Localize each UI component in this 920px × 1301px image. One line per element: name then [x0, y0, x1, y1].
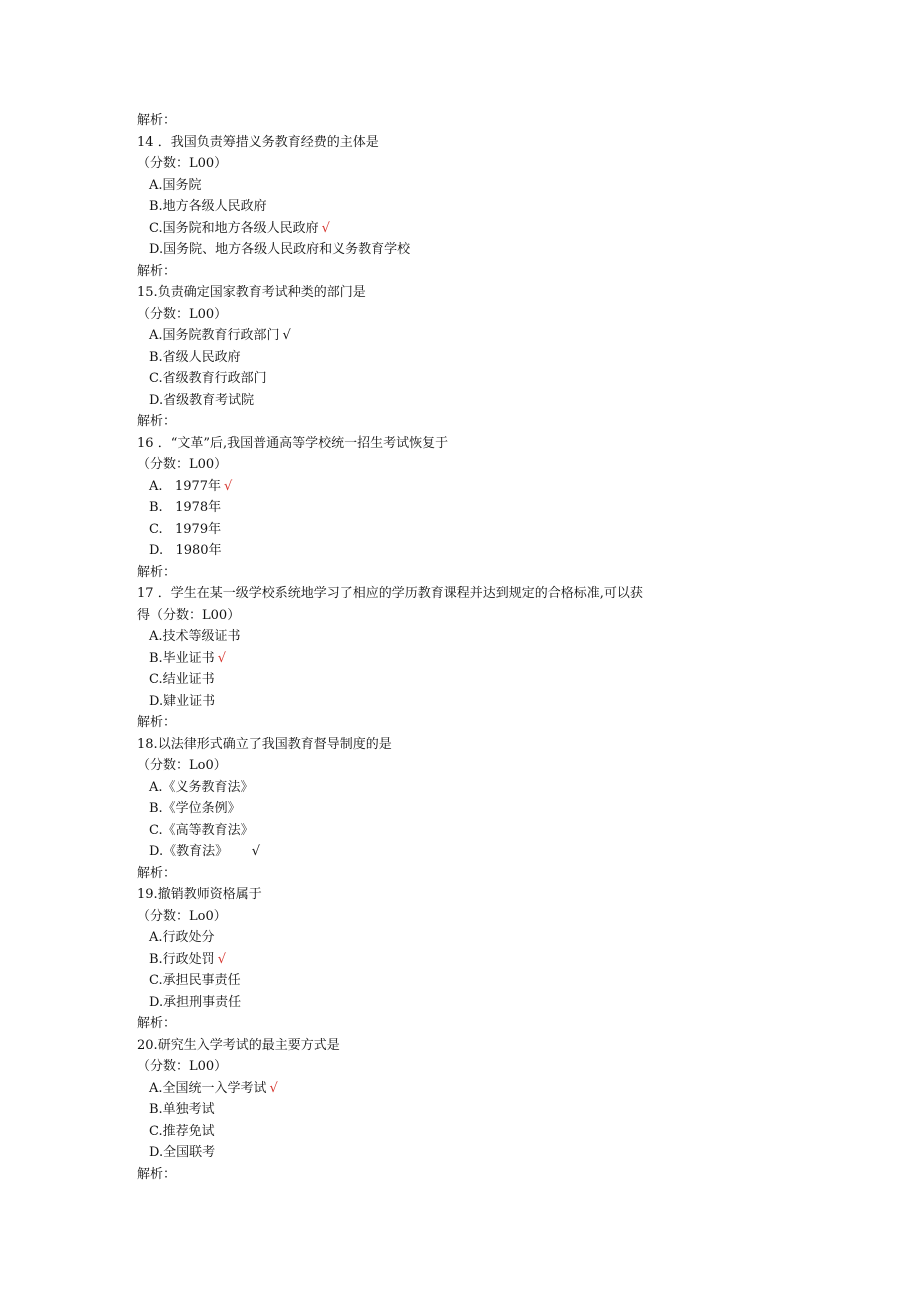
option-label: C.承担民事责任 — [149, 973, 241, 988]
answer-option — [137, 368, 757, 390]
answer-option — [137, 970, 757, 992]
score-line — [137, 1056, 757, 1078]
analysis-label: 解析： — [137, 1166, 177, 1182]
analysis-label: 解析： — [137, 113, 177, 128]
analysis-label: 解析： — [137, 865, 177, 881]
question-text: ．我国负责筹措义务教育经费的主体是 — [157, 134, 379, 150]
score-line — [137, 605, 757, 627]
question-stem — [137, 282, 757, 304]
question-score: （分数：L00） — [137, 1059, 228, 1074]
question-text: ．“文革”后,我国普通高等学校统一招生考试恢复于 — [157, 435, 449, 451]
option-label: D.国务院、地方各级人民政府和义务教育学校 — [149, 242, 411, 257]
option-label: A.《义务教育法》 — [149, 779, 254, 795]
question-score: （分数：L00） — [137, 156, 228, 171]
option-label: D.省级教育考试院 — [149, 392, 255, 408]
question-score: （分数：L00） — [137, 306, 228, 322]
option-label: D.《教育法》 — [149, 844, 229, 859]
option-label: B.省级人民政府 — [149, 349, 241, 365]
question-block — [137, 433, 757, 584]
question-score: （分数：Lo0） — [137, 908, 227, 924]
answer-option — [137, 798, 757, 820]
question-block — [137, 734, 757, 885]
correct-answer-checkmark-icon: √ — [282, 328, 291, 343]
answer-option — [137, 325, 757, 347]
question-text-continued: 得 — [137, 607, 151, 623]
option-label: B.《学位条例》 — [149, 801, 241, 816]
question-number: 14 — [137, 134, 158, 150]
answer-option — [137, 648, 757, 670]
answer-option — [137, 949, 757, 971]
correct-answer-checkmark-icon: √ — [321, 220, 330, 236]
answer-option — [137, 777, 757, 799]
option-label: A. 1977年 — [149, 478, 222, 494]
answer-option — [137, 239, 757, 261]
question-number: 16 — [137, 435, 158, 451]
correct-answer-checkmark-icon: √ — [217, 650, 226, 666]
question-block — [137, 583, 757, 734]
answer-option — [137, 347, 757, 369]
option-label: C. 1979年 — [149, 521, 222, 537]
option-label: D.承担刑事责任 — [149, 994, 242, 1010]
option-label: A.国务院教育行政部门 — [149, 328, 280, 343]
answer-option — [137, 626, 757, 648]
question-block — [137, 282, 757, 433]
answer-option — [137, 476, 757, 498]
answer-option — [137, 992, 757, 1014]
analysis-label: 解析： — [137, 263, 177, 279]
question-number: 19. — [137, 887, 158, 902]
option-label: A.技术等级证书 — [149, 629, 241, 644]
question-text: 负责确定国家教育考试种类的部门是 — [157, 285, 366, 300]
analysis-label: 解析： — [137, 1016, 177, 1031]
answer-option — [137, 820, 757, 842]
question-score: （分数：L00） — [150, 607, 241, 623]
question-number: 20. — [137, 1037, 158, 1053]
answer-option — [137, 927, 757, 949]
question-block — [137, 1035, 757, 1186]
score-line — [137, 755, 757, 777]
option-label: B.单独考试 — [149, 1102, 215, 1117]
score-line — [137, 304, 757, 326]
question-text: ．学生在某一级学校系统地学习了相应的学历教育课程并达到规定的合格标准,可以获 — [157, 586, 643, 601]
option-label: C.国务院和地方各级人民政府 — [149, 220, 319, 236]
analysis-label: 解析： — [137, 414, 177, 429]
question-text: 研究生入学考试的最主要方式是 — [157, 1037, 340, 1053]
question-stem — [137, 433, 757, 455]
answer-option — [137, 175, 757, 197]
option-label: B.行政处罚 — [149, 951, 215, 967]
answer-option — [137, 1078, 757, 1100]
option-label: C.《高等教育法》 — [149, 822, 254, 838]
correct-answer-checkmark-icon: √ — [269, 1080, 278, 1096]
question-stem — [137, 1035, 757, 1057]
score-line — [137, 153, 757, 175]
answer-option — [137, 540, 757, 562]
option-label: D. 1980年 — [149, 543, 222, 558]
answer-option — [137, 669, 757, 691]
correct-answer-checkmark-icon: √ — [224, 478, 233, 494]
analysis-label: 解析： — [137, 564, 177, 580]
answer-option — [137, 390, 757, 412]
answer-option — [137, 519, 757, 541]
analysis-label: 解析： — [137, 715, 177, 730]
option-label: D.全国联考 — [149, 1145, 216, 1160]
answer-option — [137, 1142, 757, 1164]
option-label: C.结业证书 — [149, 672, 215, 687]
option-label: B. 1978年 — [149, 500, 222, 515]
answer-option — [137, 1099, 757, 1121]
option-label: C.省级教育行政部门 — [149, 371, 267, 386]
answer-option — [137, 218, 757, 240]
question-block — [137, 884, 757, 1035]
correct-answer-checkmark-icon: √ — [231, 844, 261, 859]
answer-option — [137, 841, 757, 863]
score-line — [137, 906, 757, 928]
correct-answer-checkmark-icon: √ — [217, 951, 226, 967]
option-label: A.国务院 — [149, 177, 202, 193]
answer-option — [137, 1121, 757, 1143]
question-stem — [137, 132, 757, 154]
option-label: D.肄业证书 — [149, 693, 216, 709]
answer-option — [137, 691, 757, 713]
question-stem — [137, 884, 757, 906]
question-text: 撤销教师资格属于 — [157, 887, 262, 902]
question-stem — [137, 583, 757, 605]
answer-option — [137, 196, 757, 218]
question-text: 以法律形式确立了我国教育督导制度的是 — [157, 736, 392, 752]
option-label: C.推荐免试 — [149, 1123, 215, 1139]
question-list — [137, 132, 757, 1186]
answer-option — [137, 497, 757, 519]
question-score: （分数：L00） — [137, 457, 228, 472]
question-block — [137, 132, 757, 283]
question-number: 18. — [137, 736, 158, 752]
option-label: A.行政处分 — [149, 930, 215, 945]
question-score: （分数：Lo0） — [137, 758, 227, 773]
exam-document — [137, 110, 757, 1185]
question-number: 17 — [137, 586, 158, 601]
score-line — [137, 454, 757, 476]
option-label: A.全国统一入学考试 — [149, 1080, 267, 1096]
option-label: B.地方各级人民政府 — [149, 199, 267, 214]
question-number: 15. — [137, 285, 158, 300]
question-stem — [137, 734, 757, 756]
option-label: B.毕业证书 — [149, 650, 215, 666]
